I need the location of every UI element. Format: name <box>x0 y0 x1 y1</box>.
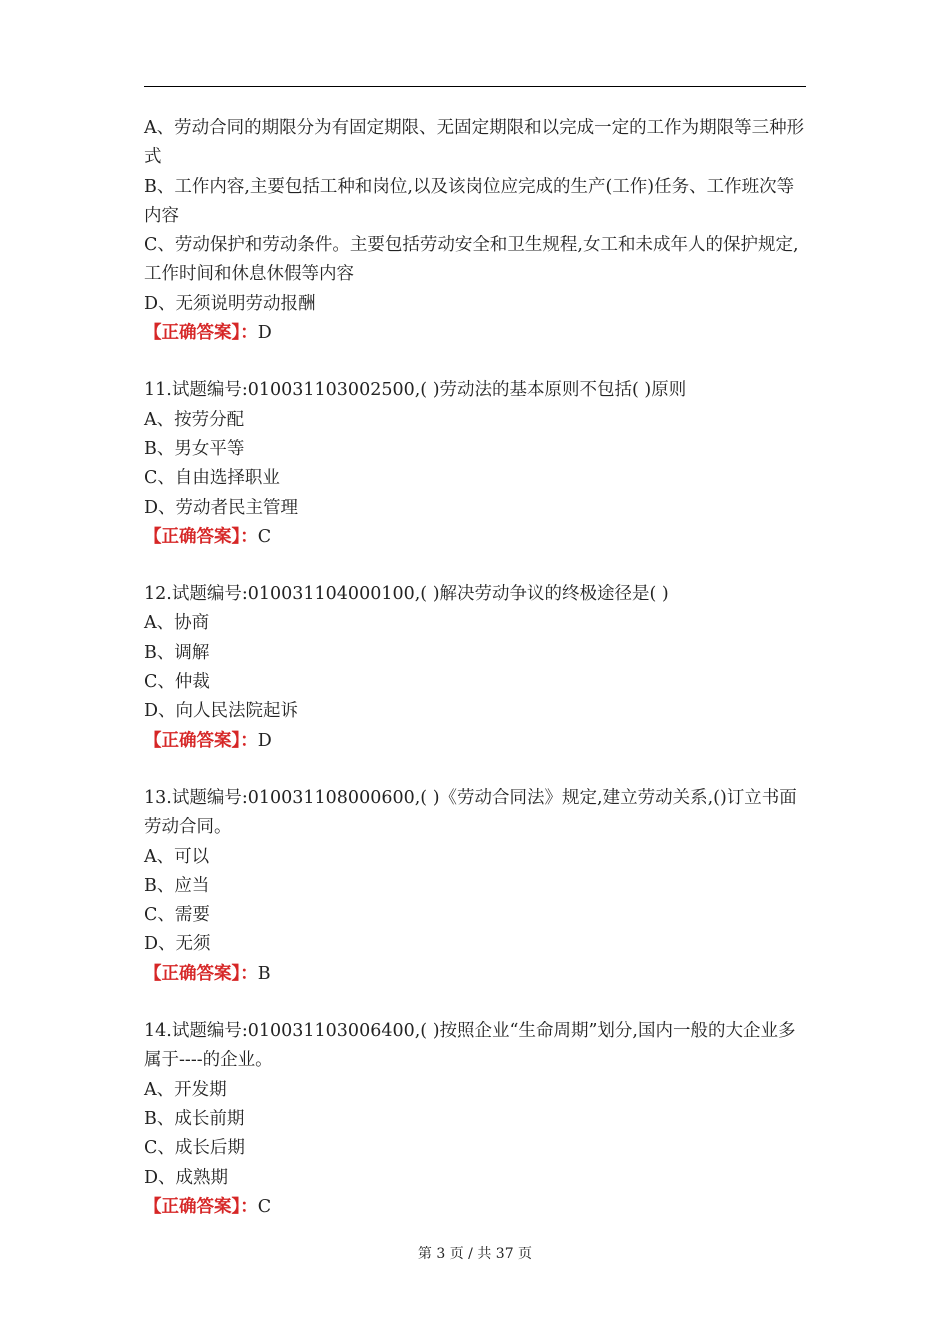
answer-label: 【正确答案】： <box>144 526 258 547</box>
answer-value: C <box>257 526 272 547</box>
question-stem: 14.试题编号:010031103006400,( )按照企业“生命周期”划分,国内一般的大企业多属于----的企业。 <box>144 1021 796 1071</box>
option-a: A、协商 <box>144 613 210 634</box>
question-11 <box>144 376 806 552</box>
option-a: A、可以 <box>144 846 210 867</box>
option-b: B、调解 <box>144 642 210 663</box>
option-a: A、开发期 <box>144 1079 227 1100</box>
answer-line <box>144 960 806 989</box>
option-a: A、按劳分配 <box>144 409 245 430</box>
option-c: C、仲裁 <box>144 672 210 693</box>
question-stem: 11.试题编号:010031103002500,( )劳动法的基本原则不包括( )原则 <box>144 380 687 401</box>
option-a: A、劳动合同的期限分为有固定期限、无固定期限和以完成一定的工作为期限等三种形式 <box>144 118 805 168</box>
answer-value: D <box>257 323 272 344</box>
question-stem: 13.试题编号:010031108000600,( )《劳动合同法》规定,建立劳动关系,()订立书面劳动合同。 <box>144 787 797 838</box>
answer-label: 【正确答案】： <box>144 730 258 751</box>
spacer <box>144 756 806 784</box>
answer-value: B <box>257 963 271 984</box>
option-c: C、成长后期 <box>144 1138 245 1159</box>
option-b: B、工作内容,主要包括工种和岗位,以及该岗位应完成的生产(工作)任务、工作班次等内容 <box>144 176 795 226</box>
option-c: C、自由选择职业 <box>144 468 280 489</box>
answer-label: 【正确答案】： <box>144 963 258 984</box>
option-c: C、劳动保护和劳动条件。主要包括劳动安全和卫生规程,女工和未成年人的保护规定,工作时间和休息休假等内容 <box>144 235 799 285</box>
answer-value: C <box>257 1196 272 1217</box>
answer-line <box>144 727 806 756</box>
answer-line <box>144 319 806 348</box>
option-d: D、向人民法院起诉 <box>144 701 299 722</box>
option-d: D、无须 <box>144 934 211 955</box>
answer-label: 【正确答案】： <box>144 323 258 344</box>
question-12 <box>144 580 806 756</box>
question-stem: 12.试题编号:010031104000100,( )解决劳动争议的终极途径是( ) <box>144 584 669 605</box>
answer-line <box>144 523 806 552</box>
option-b: B、成长前期 <box>144 1108 245 1129</box>
spacer <box>144 348 806 376</box>
page-content <box>144 114 806 1222</box>
spacer <box>144 989 806 1017</box>
answer-label: 【正确答案】： <box>144 1196 258 1217</box>
option-b: B、男女平等 <box>144 438 245 459</box>
option-d: D、劳动者民主管理 <box>144 497 299 518</box>
spacer <box>144 552 806 580</box>
option-d: D、成熟期 <box>144 1167 229 1188</box>
page-footer: 第 3 页 / 共 37 页 <box>417 1246 533 1262</box>
question-14 <box>144 1017 806 1222</box>
answer-line <box>144 1193 806 1222</box>
option-d: D、无须说明劳动报酬 <box>144 293 316 314</box>
option-c: C、需要 <box>144 905 210 926</box>
prev-question-block <box>144 114 806 348</box>
answer-value: D <box>257 730 272 751</box>
header-rule <box>144 86 806 87</box>
option-b: B、应当 <box>144 875 210 896</box>
question-13 <box>144 784 806 989</box>
